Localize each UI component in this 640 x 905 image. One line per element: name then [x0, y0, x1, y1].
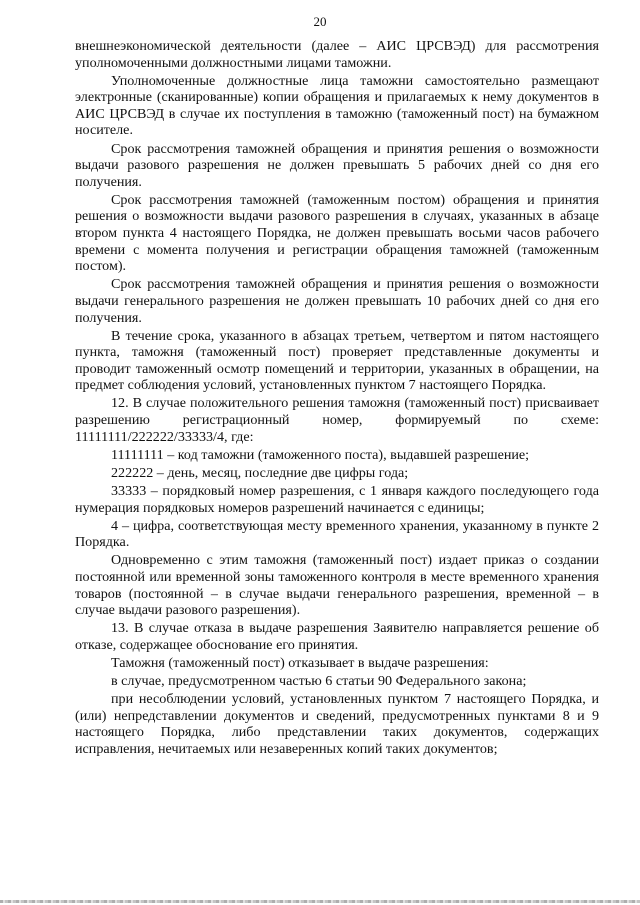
- paragraph: 12. В случае положительного решения таможня (таможенный пост) присваивает разрешению регистрационный номер, формируемый по схеме: 11111111/222222/33333/4, где:: [75, 395, 599, 445]
- paragraph: при несоблюдении условий, установленных пунктом 7 настоящего Порядка, и (или) непредставлении документов и сведений, предусмотренных пунктами 8 и 9 настоящего Порядка, либо представлении таких документов, содержащих исправления, нечитаемых или незаверенных копий таких документов;: [75, 691, 599, 757]
- paragraph: Таможня (таможенный пост) отказывает в выдаче разрешения:: [111, 654, 489, 671]
- paragraph: 13. В случае отказа в выдаче разрешения Заявителю направляется решение об отказе, содержащее обоснование его принятия.: [75, 620, 599, 653]
- paragraph: в случае, предусмотренном частью 6 статьи 90 Федерального закона;: [111, 672, 527, 689]
- paragraph: В течение срока, указанного в абзацах третьем, четвертом и пятом настоящего пункта, таможня (таможенный пост) проверяет представленные документы и проводит таможенный осмотр помещений и территории, указанных в обращении, на предмет соблюдения условий, установленных пунктом 7 настоящего Порядка.: [75, 327, 599, 394]
- paragraph: Срок рассмотрения таможней обращения и принятия решения о возможности выдачи генерального разрешения не должен превышать 10 рабочих дней со дня его получения.: [75, 276, 599, 326]
- page-number: 20: [313, 14, 327, 29]
- paragraph: 222222 – день, месяц, последние две цифры года;: [111, 464, 409, 481]
- paragraph: 4 – цифра, соответствующая месту временного хранения, указанному в пункте 2 Порядка.: [75, 517, 599, 551]
- scan-edge-artifact: [0, 900, 640, 903]
- paragraph: Одновременно с этим таможня (таможенный пост) издает приказ о создании постоянной или временной зоны таможенного контроля в месте временного хранения товаров (постоянной – в случае выдачи генерального разрешения, временной – в случае выдачи разового разрешения).: [75, 552, 599, 619]
- paragraph: Срок рассмотрения таможней обращения и принятия решения о возможности выдачи разового разрешения не должен превышать 5 рабочих дней со дня его получения.: [75, 140, 599, 190]
- paragraph: Срок рассмотрения таможней (таможенным постом) обращения и принятия решения о возможности выдачи разового разрешения в случаях, указанных в абзаце втором пункта 4 настоящего Порядка, не должен превышать восьми часов рабочего времени с момента получения и регистрации обращения таможней (таможенным постом).: [75, 191, 599, 275]
- document-body: [75, 38, 599, 759]
- paragraph: Уполномоченные должностные лица таможни самостоятельно размещают электронные (сканированные) копии обращения и прилагаемых к нему документов в АИС ЦРСВЭД в случае их поступления в таможню (таможенный пост) на бумажном носителе.: [75, 72, 599, 139]
- paragraph: 11111111 – код таможни (таможенного поста), выдавшей разрешение;: [111, 446, 530, 463]
- paragraph: 33333 – порядковый номер разрешения, с 1 января каждого последующего года нумерация порядковых номеров разрешений начинается с единицы;: [75, 482, 599, 516]
- paragraph: внешнеэкономической деятельности (далее – АИС ЦРСВЭД) для рассмотрения уполномоченными должностными лицами таможни.: [75, 38, 599, 71]
